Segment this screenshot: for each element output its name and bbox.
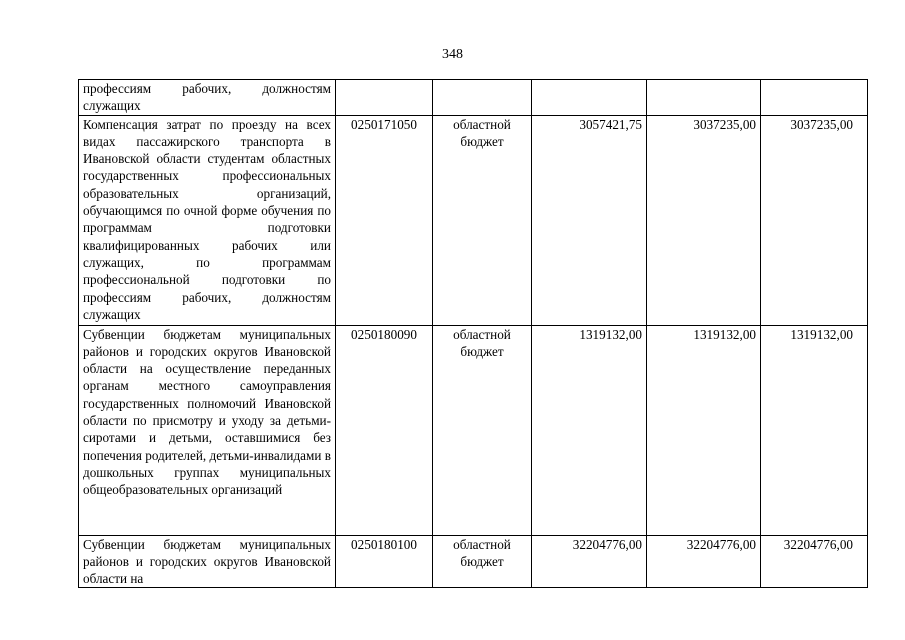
amount-cell-2 [647, 80, 761, 116]
source-cell: областной бюджет [433, 535, 532, 588]
amount-cell-2: 1319132,00 [647, 325, 761, 535]
table-row [79, 80, 868, 116]
description-cell: Субвенции бюджетам муниципальных районов и городских округов Ивановской области на осуществление переданных органам местного самоуправления государственных полномочий Ивановской области по присмотру и уходу за детьми-сиротами и детьми, оставшимися без попечения родителей, детьми-инвалидами в дошкольных группах муниципальных общеобразовательных организаций [79, 325, 336, 535]
amount-cell-1: 3057421,75 [532, 115, 647, 325]
amount-cell-3: 3037235,00 [761, 115, 868, 325]
source-cell: областной бюджет [433, 325, 532, 535]
code-cell: 0250171050 [336, 115, 433, 325]
table-row [79, 325, 868, 535]
code-cell: 0250180090 [336, 325, 433, 535]
source-cell [433, 80, 532, 116]
amount-cell-1: 1319132,00 [532, 325, 647, 535]
table-row [79, 535, 868, 588]
code-cell [336, 80, 433, 116]
table-row [79, 115, 868, 325]
amount-cell-2: 3037235,00 [647, 115, 761, 325]
amount-cell-2: 32204776,00 [647, 535, 761, 588]
amount-cell-1 [532, 80, 647, 116]
amount-cell-3 [761, 80, 868, 116]
description-cell: профессиям рабочих, должностям служащих [79, 80, 336, 116]
amount-cell-3: 32204776,00 [761, 535, 868, 588]
amount-cell-3: 1319132,00 [761, 325, 868, 535]
page-number: 348 [442, 47, 463, 62]
description-cell: Субвенции бюджетам муниципальных районов и городских округов Ивановской области на [79, 535, 336, 588]
code-cell: 0250180100 [336, 535, 433, 588]
budget-table [78, 79, 868, 588]
amount-cell-1: 32204776,00 [532, 535, 647, 588]
source-cell: областной бюджет [433, 115, 532, 325]
description-cell: Компенсация затрат по проезду на всех видах пассажирского транспорта в Ивановской области студентам областных государственных профессиональных образовательных организаций, обучающимся по очной форме обучения по программам подготовки квалифицированных рабочих или служащих, по программам профессиональной подготовки по профессиям рабочих, должностям служащих [79, 115, 336, 325]
